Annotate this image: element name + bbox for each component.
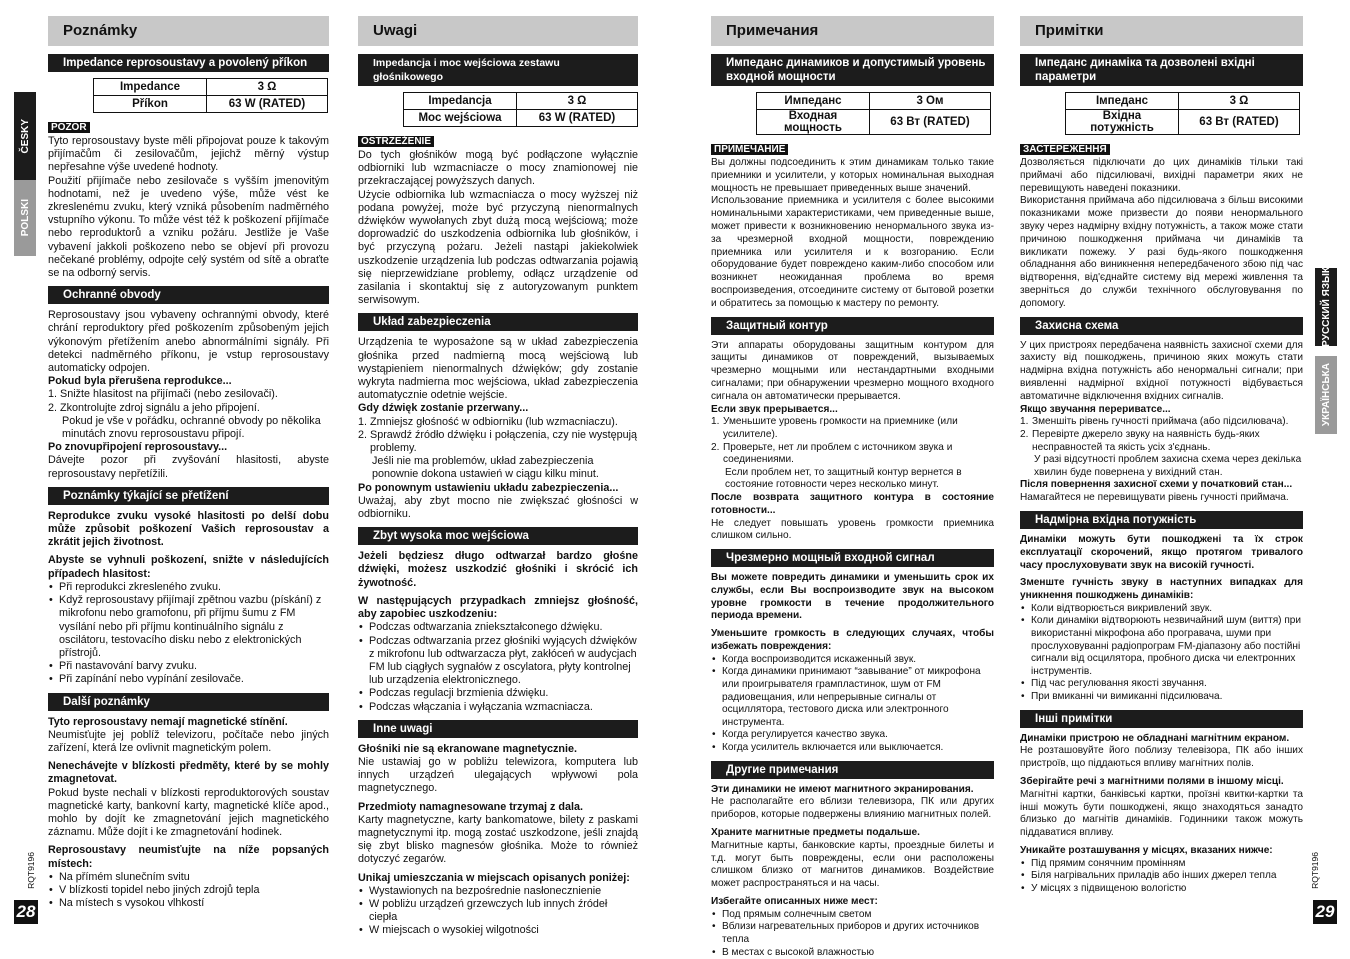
column-czech: Poznámky Impedance reprosoustavy a povolený příkon Impedance 3 Ω Příkon 63 W (RATED) POZOR Tyto reprosoustavy byste měli připojovat pouze k takovým přijímačům či zesilovačům, jejichž měrný výstup nepřesahne výše uvedené hodnoty. Použití přijímače nebo zesilovače s vyšším jmenovitým hodnotami, než je uvedeno výše, může vést ke zkreslenému zvuku, který vzniká působením nadměrného vstupního výkonu. To může vést též k poškození přijímače nebo reproduktorů a vzniku požáru. Jestliže je Vaše vybavení jakkoli poškozeno nebo se objeví při provozu nečekané problémy, odpojte celý systém od sítě a obraťte se na odborný servis. Ochranné obvody Reprosoustavy jsou vybaveny ochrannými obvody, které chrání reproduktory před poškozením způsobeným jejich výkonovým přetížením anebo abnormálními signály. Při detekci nadměrného příkonu, je vstup reprosoustavy automaticky odpojen. Pokud byla přerušena reprodukce... 1. Snižte hlasitost na přijímači (nebo zesilovači). 2. Zkontrolujte zdroj signálu a jeho připojení. Pokud je vše v pořádku, ochranné obvody po několika minutách znovu reprosoustavu připojí. Po znovupřipojení reprosoustavy... Dávejte pozor při zvyšování hlasitosti, abyste reprosoustavy nepřetížili. Poznámky týkající se přetížení Reprodukce zvuku vysoké hlasitosti po delší dobu může způsobit poškození Vašich reprosoustav a zkrátit jejich životnost. Abyste se vyhnuli poškození, snižte v následujících případech hlasitost: • Při reprodukci zkresleného zvuku. • Když reprosoustavy přijímají zpětnou vazbu (pískání) z mikrofonu nebo gramofonu, při příjmu šumu z FM vysílání nebo při příjmu kontinuálního signálu z oscilátoru, testovacího disku nebo z elektronických přístrojů. • Při nastavování barvy zvuku. • Při zapínání nebo vypínání zesilovače. Další poznámky Tyto reprosoustavy nemají magnetické stínění. Neumisťujte jej poblíž televizoru, počítače nebo jiných zařízení, která lze ovlivnit magnetickým polem. Nenechávejte v blízkosti předměty, které by se mohly zmagnetovat. Pokud byste nechali v blízkosti reproduktorových soustav magnetické karty, bankovní karty, magnetické klíče apod., mohlo by dojít ke zmagnetování jejich magnetického záznamu. Může dojít i ke zmagnetování hodinek. Reprosoustavy neumisťujte na níže popsaných místech: • Na přímém slunečním svitu • V blízkosti topidel nebo jiných zdrojů tepla • Na místech s vysokou vlhkostí — [48, 16, 329, 910]
side-tab-ukrainian: УКРАЇНСЬКА — [1315, 356, 1337, 434]
list: • Na přímém slunečním svitu • V blízkosti topidel nebo jiných zdrojů tepla • Na místech s vysokou vlhkostí — [48, 871, 329, 911]
column-russian: Примечания Импеданс динамиков и допустимый уровень входной мощности Импеданс 3 Ом Входная мощность 63 Вт (RATED) ПРИМЕЧАНИЕ Вы должны подсоединить к этим динамикам только такие приемники и усилители, у которых номинальная выходная мощность не превышает приведенных выше значений. Использование приемника и усилителя с более высокими номинальными характеристиками, чем приведенные выше, может привести к возникновению ненормального звука из-за чрезмерной входной мощности, повреждению приемника или усилителя и к возгоранию. Если оборудование будет повреждено каким-либо способом или возникнет неожиданная проблема во время воспроизведения, отсоедините систему от бытовой розетки и обратитесь за помощью к мастеру по ремонту. Защитный контур Эти аппараты оборудованы защитным контуром для защиты динамиков от повреждений, вызываемых чрезмерно мощными или нестандартными входными сигналами; при обнаружении чрезмерно мощного входного сигнала он автоматически прерывается. Если звук прерывается... 1. Уменьшите уровень громкости на приемнике (или усилителе). 2. Проверьте, нет ли проблем с источником звука и соединениями. Если проблем нет, то защитный контур вернется в состояние готовности через несколько минут. После возврата защитного контура в состояние готовности... Не следует повышать уровень громкости приемника слишком сильно. Чрезмерно мощный входной сигнал Вы можете повредить динамики и уменьшить срок их службы, если Вы воспроизводите звук на высоком уровне громкости в течение продолжительного периода времени. Уменьшите громкость в следующих случаях, чтобы избежать повреждения: • Когда воспроизводится искаженный звук. • Когда динамики принимают “завывание” от микрофона или проигрывателя грампластинок, шум от FM радиовещания, или непрерывные сигналы от осциллятора, тестового диска или электронного инструмента. • Когда регулируется качество звука. • Когда усилитель включается или выключается. Другие примечания Эти динамики не имеют магнитного экранирования. Не располагайте его вблизи телевизора, ПК или других приборов, которые подвержены влиянию магнитных полей. Храните магнитные предметы подальше. Магнитные карты, банковские карты, проездные билеты и т.д. могут быть повреждены, если они расположены слишком близко от магнитов динамиков. Воздействие может распространяться и на часы. Избегайте описанных ниже мест: • Под прямым солнечным светом • Вблизи нагревательных приборов и других источников тепла • В местах с высокой влажностью — [711, 16, 994, 959]
list: • Podczas odtwarzania zniekształconego dźwięku. • Podczas odtwarzania przez głośniki wyjących dźwięków z mikrofonu lub odtwarzacza płyt, zakłóceń w audycjach FM lub ciągłych sygnałów z oscylatora, płyty kontrolnej lub urządzenia elektronicznego. • Podczas regulacji brzmienia dźwięku. • Podczas włączania i wyłączania wzmacniacza. — [358, 621, 638, 713]
heading-impedance: Impedancja i moc wejściowa zestawu głośnikowego — [358, 54, 638, 86]
heading-impedance: Impedance reprosoustavy a povolený příkon — [48, 54, 329, 72]
list: • Při reprodukci zkresleného zvuku. • Když reprosoustavy přijímají zpětnou vazbu (pískání) z mikrofonu nebo gramofonu, při příjmu šumu z FM vysílání nebo při příjmu kontinuálního signálu z oscilátoru, testovacího disku nebo z elektronických přístrojů. • Při nastavování barvy zvuku. • Při zapínání nebo vypínání zesilovače. — [48, 581, 329, 687]
paragraph: Dávejte pozor při zvyšování hlasitosti, abyste reprosoustavy nepřetížili. — [48, 454, 329, 480]
impedance-table: Імпеданс 3 Ω Вхідна потужність 63 Вт (RATED) — [1065, 92, 1300, 135]
list: • Під прямим сонячним промінням • Біля нагрівальних приладів або інших джерел тепла • У місцях з підвищеною вологістю — [1020, 858, 1303, 896]
heading-protection: Układ zabezpieczenia — [358, 313, 638, 331]
impedance-table: Импеданс 3 Ом Входная мощность 63 Вт (RATED) — [756, 92, 991, 135]
subheading: Pokud byla přerušena reprodukce... — [48, 375, 232, 388]
column-polish: Uwagi Impedancja i moc wejściowa zestawu głośnikowego Impedancja 3 Ω Moc wejściowa 63 W (RATED) OSTRZEŻENIE Do tych głośników mogą być podłączone wyłącznie odbiorniki lub wzmacniacze o mocy znamionowej nie przekraczającej powyższych danych. Użycie odbiornika lub wzmacniacza o mocy wyższej niż podana powyżej, może być przyczyną nienormalnych dźwięków wywołanych zbyt dużą mocą wejściową; może doprowadzić do uszkodzenia odbiornika lub głośników, i być przyczyną pożaru. Jeżeli nastąpi jakiekolwiek uszkodzenie urządzenia lub podczas odtwarzania pojawią się nieprzewidziane problemy, odłącz urządzenie od zasilania i skontaktuj się z autoryzowanym punktem serwisowym. Układ zabezpieczenia Urządzenia te wyposażone są w układ zabezpieczenia głośnika przed nadmierną mocą wejściową lub wystąpieniem nienormalnych dźwięków; gdy zostanie wykryta nadmierna moc wejściowa, układ zabezpieczenia automatycznie odetnie wejście. Gdy dźwięk zostanie przerwany... 1. Zmniejsz głośność w odbiorniku (lub wzmacniaczu). 2. Sprawdź źródło dźwięku i połączenia, czy nie występują problemy. Jeśli nie ma problemów, układ zabezpieczenia ponownie dokona ustawień w ciągu kilku minut. Po ponownym ustawieniu układu zabezpieczenia... Uważaj, aby zbyt mocno nie zwiększać głośności w odbiorniku. Zbyt wysoka moc wejściowa Jeżeli będziesz długo odtwarzał bardzo głośne dźwięki, możesz uszkodzić głośniki i skrócić ich żywotność. W następujących przypadkach zmniejsz głośność, aby zapobiec uszkodzeniu: • Podczas odtwarzania zniekształconego dźwięku. • Podczas odtwarzania przez głośniki wyjących dźwięków z mikrofonu lub odtwarzacza płyt, zakłóceń w audycjach FM lub ciągłych sygnałów z oscylatora, płyty kontrolnej lub urządzenia elektronicznego. • Podczas regulacji brzmienia dźwięku. • Podczas włączania i wyłączania wzmacniacza. Inne uwagi Głośniki nie są ekranowane magnetycznie. Nie ustawiaj go w pobliżu telewizora, komputera lub innych urządzeń ulegających wpływowi pola magnetycznego. Przedmioty namagnesowane trzymaj z dala. Karty magnetyczne, karty bankomatowe, bilety z paskami magnetycznymi itp. mogą zostać uszkodzone, jeśli znajdą się zbyt blisko magnesów głośnika. Może to również dotyczyć zegarów. Unikaj umieszczania w miejscach opisanych poniżej: • Wystawionych na bezpośrednie nasłonecznienie • W pobliżu urządzeń grzewczych lub innych źródeł ciepła • W miejscach o wysokiej wilgotności — [358, 16, 638, 938]
heading-impedance: Импеданс динамиков и допустимый уровень входной мощности — [711, 54, 994, 86]
section-title: Примітки — [1020, 16, 1303, 46]
side-tab-russian: РУССКИЙ ЯЗЫК — [1315, 268, 1337, 346]
list: • Под прямым солнечным светом • Вблизи нагревательных приборов и других источников тепла • В местах с высокой влажностью — [711, 909, 994, 959]
heading-other: Inne uwagi — [358, 720, 638, 738]
heading-overload: Zbyt wysoka moc wejściowa — [358, 527, 638, 545]
paragraph: Tyto reprosoustavy byste měli připojovat pouze k takovým přijímačům či zesilovačům, jejichž měrný výstup nepřesahne výše uvedené hodnoty. — [48, 135, 329, 174]
heading-other: Další poznámky — [48, 693, 329, 711]
heading-impedance: Імпеданс динаміка та дозволені вхідні параметри — [1020, 54, 1303, 86]
model-code-left: RQT9196 — [26, 852, 36, 889]
heading-protection: Защитный контур — [711, 317, 994, 335]
caution-label: ЗАСТЕРЕЖЕННЯ — [1020, 144, 1110, 155]
paragraph: Reprosoustavy jsou vybaveny ochrannými obvody, které chrání reproduktory před poškozením způsobeným jejich výkonovým přetížením anebo abnormálními signály. Při detekci nadměrného příkonu, je vstup reprosoustavy automaticky odpojen. — [48, 309, 329, 375]
heading-overload: Надмірна вхідна потужність — [1020, 511, 1303, 529]
heading-overload: Poznámky týkající se přetížení — [48, 487, 329, 505]
heading-overload: Чрезмерно мощный входной сигнал — [711, 549, 994, 567]
impedance-table: Impedancja 3 Ω Moc wejściowa 63 W (RATED) — [403, 92, 638, 127]
page-number-right: 29 — [1313, 900, 1337, 924]
paragraph: Použití přijímače nebo zesilovače s vyšším jmenovitým hodnotami, než je uvedeno výše, může vést ke zkreslenému zvuku, který vzniká působením nadměrného vstupního výkonu. To může vést též k poškození přijímače nebo reproduktorů a vzniku požáru. Jestliže je Vaše vybavení jakkoli poškozeno nebo se objeví při provozu nečekané problémy, odpojte celý systém od sítě a obraťte se na odborný servis. — [48, 174, 329, 280]
heading-protection: Ochranné obvody — [48, 286, 329, 304]
section-title: Poznámky — [48, 16, 329, 46]
column-ukrainian: Примітки Імпеданс динаміка та дозволені вхідні параметри Імпеданс 3 Ω Вхідна потужність 63 Вт (RATED) ЗАСТЕРЕЖЕННЯ Дозволяється підключати до цих динаміків тільки такі приймачі або підсилювачі, вихідні параметри яких не перевищують наведені показники. Використання приймача або підсилювача з більш високими показниками може призвести до появи ненормального звуку через надмірну вхідну потужність, а також може стати причиною пошкодження приймача чи динаміків та викликати пожежу. У разі будь-якого пошкодження обладнання або виникнення непередбаченого збою під час відтворення, від'єднайте систему від мережі живлення та зверніться до служби технічного обслуговування по допомогу. Захисна схема У цих пристроях передбачена наявність захисної схеми для захисту від пошкоджень, причиною яких можуть стати надмірна вхідна потужність або ненормальні сигнали; при виявленні надмірної вхідної потужності відбувається автоматичне відключення вхідних сигналів. Якщо звучання перериватсе... 1. Зменшіть рівень гучності приймача (або підсилювача). 2. Перевірте джерело звуку на наявність будь-яких несправностей та якість усіх з'єднань. У разі відсутності проблем захисна схема через декілька хвилин буде повернена у вихідний стан. Після повернення захисної схеми у початковий стан... Намагайтеся не перевищувати рівень гучності приймача. Надмірна вхідна потужність Динаміки можуть бути пошкоджені та їх строк експлуатації скорочений, якщо протягом тривалого часу прослуховувати звук на високій гучності. Зменште гучність звуку в наступних випадках для уникнення пошкоджень динаміків: • Коли відтворюється викривлений звук. • Коли динаміки відтворюють незвичайний шум (виття) при використанні мікрофона або програвача, шуми при прослуховуванні радіопрограм FM-діапазону або постійні сигнали від осцилятора, пробного диска чи електронних інструментів. • Під час регулювання якості звучання. • При вмиканні чи вимиканні підсилювача. Інші примітки Динаміки пристрою не обладнані магнітним екраном. Не розташовуйте його поблизу телевізора, ПК або інших пристроїв, що піддаються впливу магнітних полів. Зберігайте речі з магнітними полями в іншому місці. Магнітні картки, банківські картки, проїзні квитки-картки та інші можуть бути пошкоджені, якщо знаходяться занадто близько до магнітів динаміків. Годинники також можуть піддаватися впливу. Уникайте розташування у місцях, вказаних нижче: • Під прямим сонячним промінням • Біля нагрівальних приладів або інших джерел тепла • У місцях з підвищеною вологістю — [1020, 16, 1303, 896]
page-number-left: 28 — [14, 900, 38, 924]
side-tab-polski: POLSKI — [14, 180, 36, 256]
heading-protection: Захисна схема — [1020, 317, 1303, 335]
impedance-table: Impedance 3 Ω Příkon 63 W (RATED) — [93, 78, 328, 113]
side-tab-cesky: ČESKY — [14, 92, 36, 180]
caution-label: POZOR — [48, 122, 90, 133]
heading-other: Інші примітки — [1020, 710, 1303, 728]
section-title: Примечания — [711, 16, 994, 46]
list: • Когда воспроизводится искаженный звук. • Когда динамики принимают “завывание” от микрофона или проигрывателя грампластинок, шум от FM радиовещания, или непрерывные сигналы от осциллятора, тестового диска или электронного инструмента. • Когда регулируется качество звука. • Когда усилитель включается или выключается. — [711, 654, 994, 755]
list: • Коли відтворюється викривлений звук. • Коли динаміки відтворюють незвичайний шум (виття) при використанні мікрофона або програвача, шуми при прослуховуванні радіопрограм FM-діапазону або постійні сигнали від осцилятора, пробного диска чи електронних інструментів. • Під час регулювання якості звучання. • При вмиканні чи вимиканні підсилювача. — [1020, 603, 1303, 704]
subheading: Po znovupřipojení reprosoustavy... — [48, 441, 228, 454]
caution-label: ПРИМЕЧАНИЕ — [711, 144, 788, 155]
caution-label: OSTRZEŻENIE — [358, 136, 434, 147]
heading-other: Другие примечания — [711, 761, 994, 779]
list: • Wystawionych na bezpośrednie nasłonecznienie • W pobliżu urządzeń grzewczych lub innych źródeł ciepła • W miejscach o wysokiej wilgotności — [358, 885, 638, 938]
section-title: Uwagi — [358, 16, 638, 46]
model-code-right: RQT9196 — [1310, 852, 1320, 889]
